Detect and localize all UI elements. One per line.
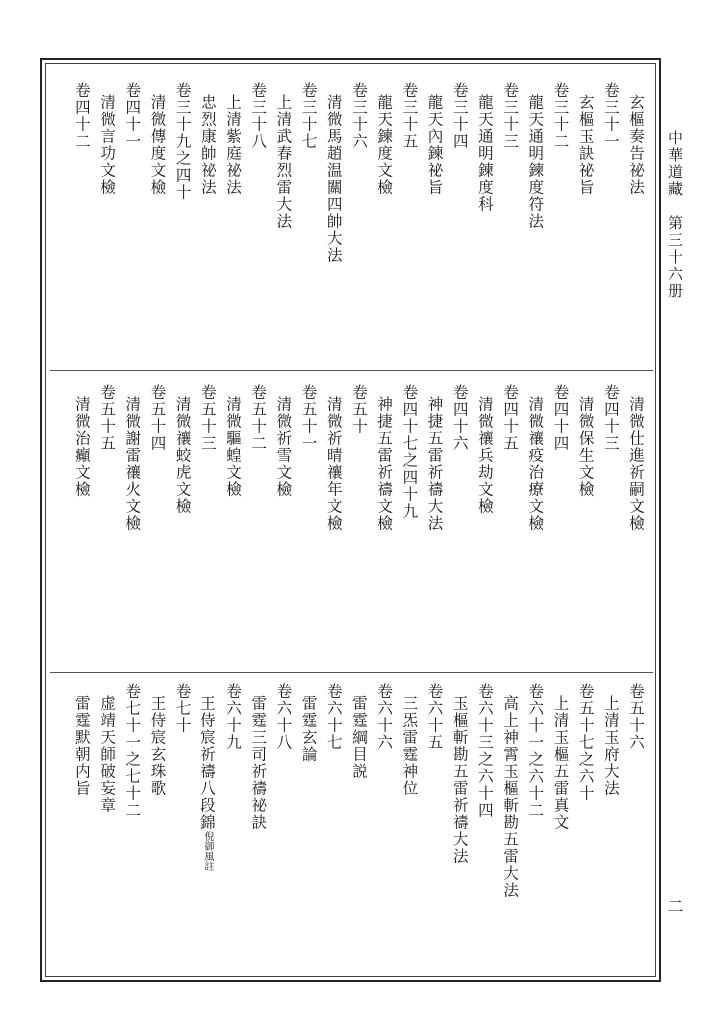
toc-entry-title: [195, 683, 220, 899]
toc-volume-heading: [295, 384, 320, 532]
toc-volume-heading: [245, 384, 270, 532]
toc-text: 卷四十五: [501, 384, 520, 452]
toc-volume-heading: [371, 683, 396, 899]
toc-entry-title: [572, 82, 597, 264]
toc-text: 玄樞玉訣祕旨: [576, 94, 595, 196]
section-divider-2: [50, 672, 653, 673]
toc-entry-title: [220, 82, 245, 264]
toc-text: 卷五十四: [148, 384, 167, 452]
toc-text: 卷六十七: [324, 683, 343, 751]
toc-text: 清微驅蝗文檢: [224, 396, 242, 498]
toc-entry-title: [522, 384, 547, 532]
toc-text: 上清紫庭祕法: [224, 94, 242, 196]
toc-entry-title: [472, 82, 497, 264]
toc-text: 卷五十二: [249, 384, 268, 452]
toc-volume-heading: [270, 683, 295, 899]
toc-text: 卷三十八: [249, 82, 268, 150]
toc-volume-heading: [94, 384, 119, 532]
toc-volume-heading: [522, 683, 547, 899]
toc-volume-heading: [421, 683, 446, 899]
toc-text: 神捷五雷祈禱文檢: [375, 396, 394, 532]
toc-entry-title: [472, 384, 497, 532]
toc-entry-title: [421, 384, 446, 532]
toc-text: 卷六十三之六十四: [475, 683, 494, 819]
toc-text: 卷四十四: [551, 384, 570, 452]
toc-volume-heading: [245, 82, 270, 264]
toc-text: 上清武春烈雷大法: [274, 94, 293, 230]
toc-volume-heading: [497, 82, 522, 264]
toc-entry-title: [547, 683, 572, 899]
toc-text: 卷六十九: [224, 683, 242, 751]
toc-text: 龍天通明鍊度科: [475, 94, 494, 213]
toc-text: 清微禳蛟虎文檢: [173, 396, 192, 515]
toc-volume-heading: [396, 82, 421, 264]
toc-text: 玄樞奏告祕法: [627, 94, 645, 196]
toc-entry-title: [69, 384, 94, 532]
toc-text: 卷六十八: [274, 683, 293, 751]
toc-entry-title: [623, 82, 648, 264]
toc-text: 清微治癲文檢: [72, 396, 91, 498]
toc-text: 清微祈晴禳年文檢: [324, 396, 343, 532]
toc-entry-title: [94, 82, 119, 264]
toc-entry-title: [447, 683, 472, 899]
toc-text: 卷三十九之四十: [173, 82, 192, 201]
toc-entry-title: [497, 683, 522, 899]
toc-volume-heading: [220, 683, 245, 899]
toc-volume-heading: [547, 82, 572, 264]
toc-volume-heading: [598, 384, 623, 532]
toc-text: 卷四十七之四十九: [400, 384, 419, 520]
toc-entry-title: [270, 384, 295, 532]
toc-entry-title: [421, 82, 446, 264]
toc-volume-heading: [396, 384, 421, 532]
toc-text: 雷霆綱目説: [349, 695, 368, 780]
toc-text: 虚靖天師破妄章: [98, 695, 117, 814]
toc-text: 清微傳度文檢: [148, 94, 167, 196]
toc-entry-title: [245, 683, 270, 899]
toc-text: 卷三十三: [501, 82, 520, 150]
toc-text: 王侍宸祈禱八段錦: [197, 695, 216, 831]
toc-text: 清微謝雷禳火文檢: [123, 396, 142, 532]
toc-annotation: 倪御風註: [201, 831, 213, 871]
toc-entry-title: [144, 683, 169, 899]
toc-text: 王侍宸玄珠歌: [148, 695, 167, 797]
toc-volume-heading: [346, 82, 371, 264]
toc-text: 卷四十二: [72, 82, 91, 150]
toc-entry-title: [119, 384, 144, 532]
toc-volume-heading: [497, 384, 522, 532]
toc-text: 忠烈康帥祕法: [198, 94, 217, 196]
toc-text: 雷霆三司祈禱祕訣: [249, 695, 268, 831]
toc-volume-heading: [623, 683, 648, 899]
toc-entry-title: [572, 384, 597, 532]
toc-text: 卷三十七: [299, 82, 318, 150]
toc-volume-heading: [321, 683, 346, 899]
toc-entry-title: [346, 683, 371, 899]
toc-text: 卷三十一: [601, 82, 620, 150]
toc-text: 卷三十五: [400, 82, 419, 150]
toc-text: 卷三十四: [450, 82, 469, 150]
toc-text: 上清玉府大法: [601, 695, 620, 797]
toc-text: 上清玉樞五雷真文: [551, 695, 570, 831]
toc-volume-heading: [119, 683, 144, 899]
toc-volume-heading: [295, 82, 320, 264]
toc-text: 卷五十七之六十: [576, 683, 595, 802]
toc-text: 卷七十: [173, 683, 192, 734]
toc-text: 雷霆默朝内旨: [72, 695, 91, 797]
toc-text: 龍天鍊度文檢: [375, 94, 394, 196]
toc-entry-title: [321, 82, 346, 264]
toc-volume-heading: [598, 82, 623, 264]
toc-volume-heading: [447, 82, 472, 264]
toc-text: 龍天內鍊祕旨: [425, 94, 444, 196]
toc-text: 卷六十五: [425, 683, 444, 751]
toc-entry-title: [623, 384, 648, 532]
toc-text: 卷七十一之七十二: [123, 683, 142, 819]
toc-text: 清微禳疫治療文檢: [526, 396, 545, 532]
toc-volume-heading: [547, 384, 572, 532]
toc-entry-title: [220, 384, 245, 532]
toc-text: 清微禳兵劫文檢: [475, 396, 494, 515]
toc-entry-title: [94, 683, 119, 899]
toc-text: 卷三十六: [349, 82, 368, 150]
toc-entry-title: [69, 683, 94, 899]
toc-volume-heading: [346, 384, 371, 532]
toc-entry-title: [144, 82, 169, 264]
toc-volume-heading: [119, 82, 144, 264]
margin-title: 中華道藏 第三十六册: [666, 130, 684, 300]
toc-text: 龍天通明鍊度符法: [526, 94, 545, 230]
toc-entry-title: [321, 384, 346, 532]
toc-volume-heading: [169, 82, 194, 264]
toc-text: 玉樞斬勘五雷祈禱大法: [450, 695, 469, 865]
toc-entry-title: [396, 683, 421, 899]
toc-volume-heading: [472, 683, 497, 899]
toc-text: 卷四十一: [123, 82, 142, 150]
page-number: 二: [665, 898, 684, 914]
toc-section-middle: [69, 384, 648, 532]
toc-entry-title: [295, 683, 320, 899]
toc-volume-heading: [447, 384, 472, 532]
toc-section-lower: [69, 683, 648, 899]
toc-entry-title: [598, 683, 623, 899]
toc-volume-heading: [69, 82, 94, 264]
toc-text: 雷霆玄論: [299, 695, 318, 763]
toc-text: 清微祈雪文檢: [274, 396, 293, 498]
toc-text: 卷五十六: [627, 683, 645, 751]
toc-text: 高上神霄玉樞斬勘五雷大法: [501, 695, 520, 899]
toc-text: 卷五十一: [299, 384, 318, 452]
toc-entry-title: [371, 82, 396, 264]
toc-entry-title: [522, 82, 547, 264]
toc-entry-title: [270, 82, 295, 264]
toc-text: 卷五十: [349, 384, 368, 435]
toc-text: 卷四十六: [450, 384, 469, 452]
toc-volume-heading: [572, 683, 597, 899]
toc-entry-title: [169, 384, 194, 532]
toc-text: 神捷五雷祈禱大法: [425, 396, 444, 532]
toc-text: 卷五十三: [198, 384, 217, 452]
toc-volume-heading: [144, 384, 169, 532]
toc-text: 卷六十一之六十二: [526, 683, 545, 819]
toc-text: 三炁雷霆神位: [400, 695, 419, 797]
toc-text: 卷四十三: [601, 384, 620, 452]
toc-text: 清微言功文檢: [98, 94, 117, 196]
toc-text: 清微仕進祈嗣文檢: [627, 396, 645, 532]
toc-entry-title: [195, 82, 220, 264]
toc-text: 清微保生文檢: [576, 396, 595, 498]
toc-text: 清微馬趙温關四帥大法: [324, 94, 343, 264]
toc-entry-title: [371, 384, 396, 532]
toc-text: 卷三十二: [551, 82, 570, 150]
toc-section-upper: [69, 82, 648, 264]
toc-volume-heading: [195, 384, 220, 532]
section-divider-1: [50, 370, 653, 371]
toc-text: 卷六十六: [375, 683, 394, 751]
toc-text: 卷五十五: [98, 384, 117, 452]
toc-volume-heading: [169, 683, 194, 899]
